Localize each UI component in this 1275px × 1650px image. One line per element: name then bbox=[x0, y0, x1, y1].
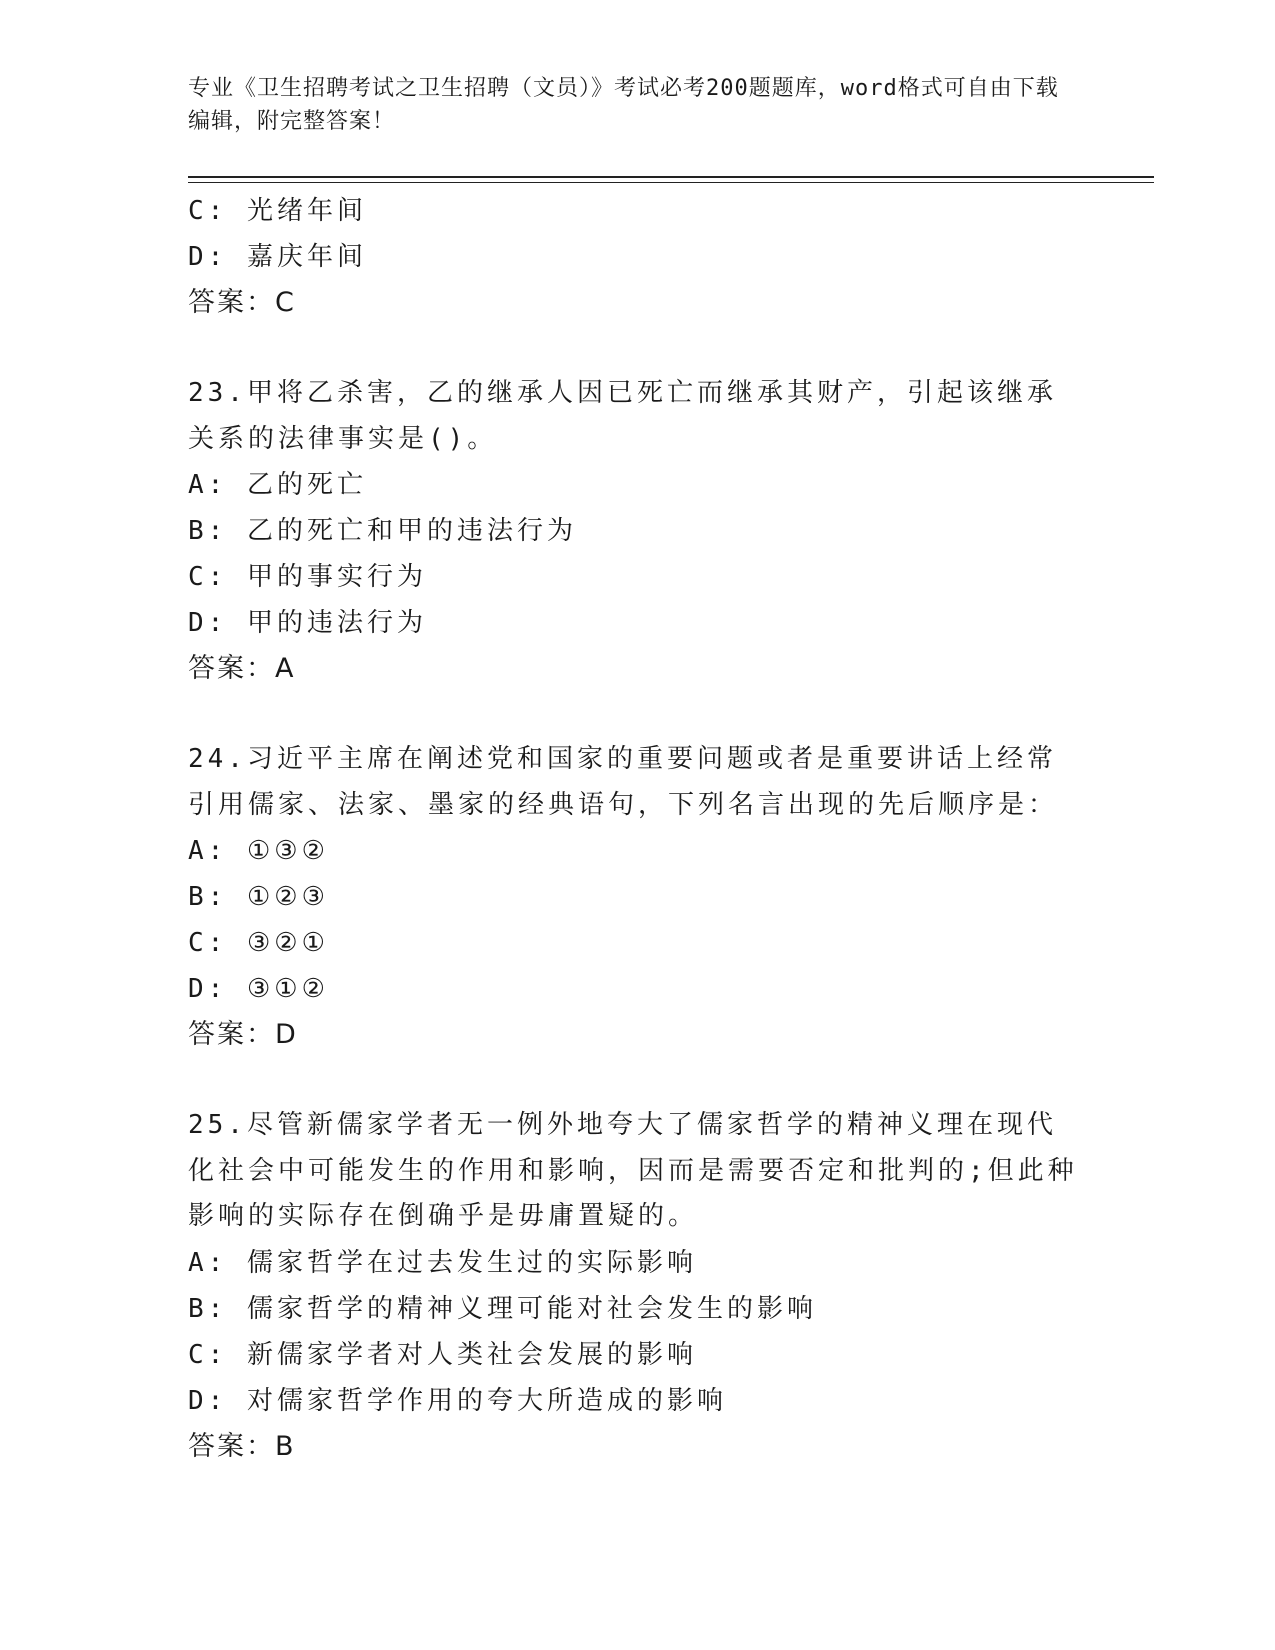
option-c: C: 光绪年间 bbox=[188, 196, 367, 226]
question-25 bbox=[188, 1103, 1078, 1470]
answer: 答案：D bbox=[188, 1019, 298, 1050]
answer: 答案：B bbox=[188, 1430, 296, 1462]
option-b: B: 乙的死亡和甲的违法行为 bbox=[188, 516, 577, 546]
option-c: C: ③②① bbox=[188, 928, 329, 958]
option-a: A: ①③② bbox=[188, 836, 329, 866]
option-b: B: ①②③ bbox=[188, 882, 329, 912]
option-d: D: 对儒家哲学作用的夸大所造成的影响 bbox=[188, 1385, 727, 1416]
question-text: 25.尽管新儒家学者无一例外地夸大了儒家哲学的精神义理在现代化社会中可能发生的作用和影响，因而是需要否定和批判的;但此种影响的实际存在倒确乎是毋庸置疑的。 bbox=[188, 1110, 1078, 1231]
question-23 bbox=[188, 371, 1078, 692]
option-d: D: 嘉庆年间 bbox=[188, 242, 367, 272]
option-b: B: 儒家哲学的精神义理可能对社会发生的影响 bbox=[188, 1293, 817, 1324]
answer: 答案：A bbox=[188, 653, 296, 684]
option-a: A: 儒家哲学在过去发生过的实际影响 bbox=[188, 1247, 697, 1278]
option-d: D: 甲的违法行为 bbox=[188, 608, 427, 638]
option-d: D: ③①② bbox=[188, 974, 329, 1004]
continued-question bbox=[188, 188, 1078, 326]
option-c: C: 甲的事实行为 bbox=[188, 562, 427, 592]
document-header: 专业《卫生招聘考试之卫生招聘（文员）》考试必考200题题库，word格式可自由下载编辑，附完整答案！ bbox=[188, 76, 1059, 134]
option-c: C: 新儒家学者对人类社会发展的影响 bbox=[188, 1339, 697, 1370]
question-24 bbox=[188, 737, 1078, 1058]
option-a: A: 乙的死亡 bbox=[188, 470, 367, 500]
header-divider bbox=[188, 176, 1154, 178]
document-body bbox=[188, 188, 1078, 1470]
answer: 答案：C bbox=[188, 287, 296, 318]
header-divider-thin bbox=[188, 182, 1154, 183]
question-text: 23.甲将乙杀害，乙的继承人因已死亡而继承其财产，引起该继承关系的法律事实是()。 bbox=[188, 378, 1057, 454]
question-text: 24.习近平主席在阐述党和国家的重要问题或者是重要讲话上经常引用儒家、法家、墨家的经典语句，下列名言出现的先后顺序是： bbox=[188, 744, 1059, 820]
